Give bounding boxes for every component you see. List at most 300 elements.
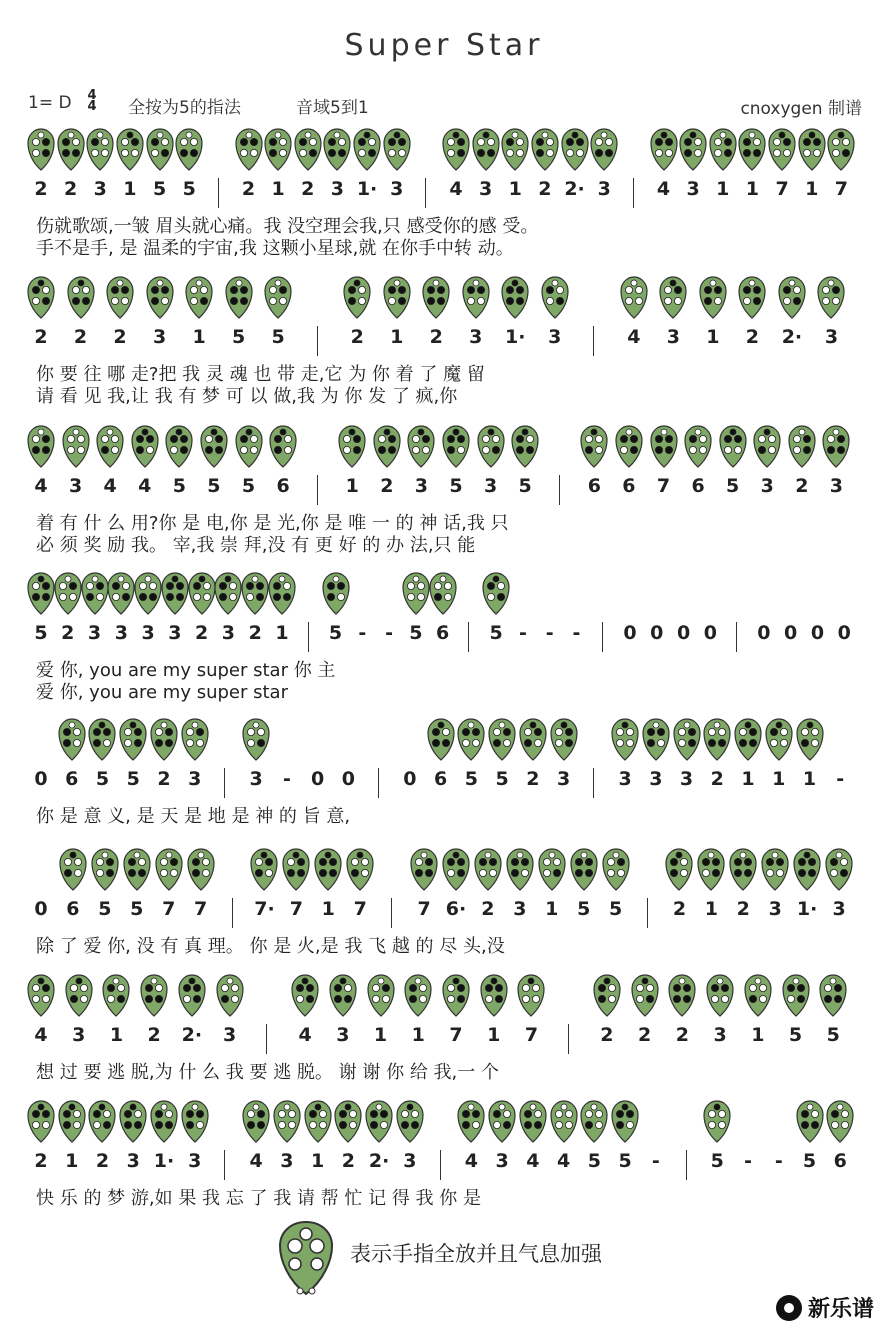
note: 1 — [192, 326, 206, 348]
ocarina-fingering-icon — [250, 848, 278, 892]
ocarina-fingering-icon — [134, 572, 162, 616]
ocarina-fingering-icon — [729, 848, 757, 892]
note: 3 — [188, 1150, 202, 1172]
note: 7 — [353, 898, 367, 920]
ocarina-fingering-icon — [407, 425, 435, 469]
ocarina-fingering-icon — [178, 974, 206, 1018]
note: 2 — [600, 1024, 614, 1046]
bar-line — [593, 768, 594, 798]
bar-line — [440, 1150, 441, 1180]
note: 2 — [526, 768, 540, 790]
bar-line — [633, 178, 634, 208]
ocarina-fingering-icon — [602, 848, 630, 892]
note: - — [358, 622, 367, 644]
note: 5 — [464, 768, 478, 790]
note: 3 — [168, 622, 182, 644]
ocarina-fingering-icon — [761, 848, 789, 892]
bar-line — [224, 768, 225, 798]
score-row — [0, 425, 888, 555]
ocarina-fingering-icon — [531, 128, 559, 172]
note: 0 — [784, 622, 798, 644]
ocarina-fingering-icon — [181, 718, 209, 762]
time-signature — [85, 90, 99, 112]
note: 1 — [65, 1150, 79, 1172]
ocarina-fingering-icon — [615, 425, 643, 469]
legend-ocarina-icon — [278, 1220, 334, 1296]
ocarina-fingering-icon — [550, 718, 578, 762]
lyric-line-1: 爱 你, you are my super star 你 主 — [36, 660, 336, 681]
note: 2 — [380, 475, 394, 497]
note: 3 — [221, 622, 236, 644]
note: 0 — [34, 768, 48, 790]
note: 6 — [66, 898, 80, 920]
ocarina-fingering-icon — [477, 425, 505, 469]
ocarina-fingering-icon — [706, 974, 734, 1018]
note: 1 — [123, 178, 137, 200]
ocarina-fingering-icon — [150, 1100, 178, 1144]
note: 7 — [289, 898, 303, 920]
ocarina-fingering-icon — [511, 425, 539, 469]
bar-line — [317, 475, 318, 505]
note: 3 — [768, 898, 782, 920]
bar-line — [317, 326, 318, 356]
note: 2 — [675, 1024, 689, 1046]
note: 7 — [193, 898, 208, 920]
ocarina-fingering-icon — [822, 425, 850, 469]
bar-line — [647, 898, 648, 928]
note: 2 — [710, 768, 724, 790]
note: 4 — [34, 1024, 48, 1046]
note: 6· — [445, 898, 467, 920]
note: 3 — [336, 1024, 350, 1046]
note: 2 — [672, 898, 687, 920]
note: 4 — [103, 475, 117, 497]
note: 5 — [328, 622, 343, 644]
note: 1 — [751, 1024, 765, 1046]
legend-text: 表示手指全放并且气息加强 — [350, 1242, 602, 1266]
note: 2 — [301, 178, 315, 200]
note: 5 — [98, 898, 112, 920]
ocarina-fingering-icon — [57, 128, 85, 172]
note: 0 — [341, 768, 356, 790]
ocarina-fingering-icon — [611, 1100, 639, 1144]
ocarina-fingering-icon — [442, 974, 470, 1018]
note: 5 — [495, 768, 509, 790]
ocarina-fingering-icon — [65, 974, 93, 1018]
note: 3 — [548, 326, 562, 348]
note: 7 — [775, 178, 789, 200]
bar-line — [593, 326, 594, 356]
ocarina-fingering-icon — [402, 572, 430, 616]
ocarina-fingering-icon — [146, 128, 174, 172]
note: 3 — [679, 768, 694, 790]
ocarina-fingering-icon — [719, 425, 747, 469]
note: 0 — [676, 622, 691, 644]
ocarina-fingering-icon — [825, 848, 853, 892]
ocarina-fingering-icon — [506, 848, 534, 892]
ocarina-fingering-icon — [782, 974, 810, 1018]
note: 0 — [623, 622, 637, 644]
note: 3 — [68, 475, 83, 497]
lyric-line-1: 伤就歌颂,一皱 眉头就心痛。我 没空理会我,只 感受你的感 受。 — [36, 216, 539, 237]
note: 5 — [449, 475, 463, 497]
note: 3 — [829, 475, 844, 497]
ocarina-fingering-icon — [570, 848, 598, 892]
ocarina-fingering-icon — [422, 276, 450, 320]
ocarina-fingering-icon — [684, 425, 712, 469]
note: - — [774, 1150, 783, 1172]
ocarina-fingering-icon — [291, 974, 319, 1018]
note: 3 — [618, 768, 632, 790]
note: 2· — [368, 1150, 390, 1172]
score-row — [0, 572, 888, 702]
ocarina-fingering-icon — [768, 128, 796, 172]
ocarina-fingering-icon — [383, 128, 411, 172]
ocarina-fingering-icon — [561, 128, 589, 172]
note: 3 — [126, 1150, 140, 1172]
note: 6 — [833, 1150, 847, 1172]
note: 3 — [686, 178, 700, 200]
ocarina-fingering-icon — [668, 974, 696, 1018]
note: 3 — [479, 178, 493, 200]
note: 4 — [298, 1024, 312, 1046]
note: - — [744, 1150, 752, 1172]
score-row — [0, 128, 888, 258]
note: 1 — [345, 475, 359, 497]
note: 3 — [556, 768, 571, 790]
note: 3 — [713, 1024, 727, 1046]
ocarina-fingering-icon — [235, 425, 263, 469]
ocarina-fingering-icon — [665, 848, 693, 892]
lyric-line-2: 必 须 奖 励 我。 宰,我 崇 拜,没 有 更 好 的 办 法,只 能 — [36, 535, 476, 556]
ocarina-fingering-icon — [744, 974, 772, 1018]
note: 0 — [757, 622, 771, 644]
ocarina-fingering-icon — [373, 425, 401, 469]
ocarina-fingering-icon — [517, 974, 545, 1018]
ocarina-fingering-icon — [155, 848, 183, 892]
ocarina-fingering-icon — [185, 276, 213, 320]
ocarina-fingering-icon — [519, 1100, 547, 1144]
bar-line — [568, 1024, 569, 1054]
ocarina-fingering-icon — [187, 848, 215, 892]
note: 3 — [114, 622, 128, 644]
ocarina-fingering-icon — [165, 425, 193, 469]
ocarina-fingering-icon — [738, 128, 766, 172]
ocarina-fingering-icon — [488, 718, 516, 762]
note: 3 — [824, 326, 839, 348]
ocarina-fingering-icon — [620, 276, 648, 320]
ocarina-fingering-icon — [826, 1100, 854, 1144]
ocarina-fingering-icon — [631, 974, 659, 1018]
ocarina-fingering-icon — [396, 1100, 424, 1144]
note: - — [385, 622, 393, 644]
ocarina-fingering-icon — [329, 974, 357, 1018]
ocarina-fingering-icon — [482, 572, 510, 616]
note: 1 — [805, 178, 819, 200]
ocarina-fingering-icon — [650, 128, 678, 172]
note: 5 — [95, 768, 110, 790]
note: 4 — [34, 475, 48, 497]
ocarina-fingering-icon — [27, 974, 55, 1018]
note: 2· — [181, 1024, 203, 1046]
note: 4 — [449, 178, 463, 200]
ocarina-fingering-icon — [58, 1100, 86, 1144]
note: 1 — [716, 178, 730, 200]
note: 2 — [745, 326, 760, 348]
ocarina-fingering-icon — [788, 425, 816, 469]
ocarina-fingering-icon — [216, 974, 244, 1018]
ocarina-fingering-icon — [365, 1100, 393, 1144]
note: 2 — [73, 326, 88, 348]
ocarina-fingering-icon — [472, 128, 500, 172]
ocarina-fingering-icon — [709, 128, 737, 172]
note: 1 — [545, 898, 559, 920]
song-title: Super Star — [344, 28, 544, 63]
ocarina-fingering-icon — [27, 425, 55, 469]
note: 3 — [141, 622, 155, 644]
note: 3 — [188, 768, 202, 790]
note: 2 — [481, 898, 495, 920]
note: 1 — [745, 178, 760, 200]
note: 4 — [138, 475, 152, 497]
ocarina-fingering-icon — [119, 718, 147, 762]
ocarina-fingering-icon — [242, 1100, 270, 1144]
ocarina-fingering-icon — [225, 276, 253, 320]
note: 3 — [597, 178, 611, 200]
ocarina-fingering-icon — [175, 128, 203, 172]
bar-line — [736, 622, 737, 652]
bar-line — [224, 1150, 225, 1180]
ocarina-fingering-icon — [67, 276, 95, 320]
note: 1 — [706, 326, 720, 348]
ocarina-fingering-icon — [322, 572, 350, 616]
note: 5 — [726, 475, 740, 497]
ocarina-fingering-icon — [235, 128, 263, 172]
note: 2 — [795, 475, 809, 497]
ocarina-fingering-icon — [353, 128, 381, 172]
score-row — [0, 1100, 888, 1230]
time-sig-bottom: 4 — [87, 99, 97, 114]
note: 5 — [489, 622, 503, 644]
note: 5 — [207, 475, 221, 497]
ocarina-fingering-icon — [323, 128, 351, 172]
note: 5 — [271, 326, 285, 348]
note: 3 — [469, 326, 483, 348]
ocarina-fingering-icon — [819, 974, 847, 1018]
note: 4 — [656, 178, 671, 200]
note: 3 — [403, 1150, 417, 1172]
key-signature: 1= D — [28, 93, 72, 113]
note: 7 — [524, 1024, 539, 1046]
note: 1 — [704, 898, 718, 920]
note: 7 — [417, 898, 431, 920]
note: 3 — [390, 178, 404, 200]
note: 5 — [577, 898, 591, 920]
note: 6 — [691, 475, 705, 497]
note: 7 — [162, 898, 176, 920]
lyric-line-1: 快 乐 的 梦 游,如 果 我 忘 了 我 请 帮 忙 记 得 我 你 是 — [36, 1188, 481, 1209]
ocarina-fingering-icon — [140, 974, 168, 1018]
note: 3 — [72, 1024, 86, 1046]
note: 5 — [826, 1024, 840, 1046]
note: 1 — [772, 768, 786, 790]
ocarina-fingering-icon — [488, 1100, 516, 1144]
lyric-line-1: 你 是 意 义, 是 天 是 地 是 神 的 旨 意, — [36, 806, 351, 827]
note: 2 — [736, 898, 750, 920]
note: 5 — [618, 1150, 632, 1172]
note: 1· — [153, 1150, 175, 1172]
ocarina-fingering-icon — [58, 718, 86, 762]
note: 3 — [513, 898, 527, 920]
ocarina-fingering-icon — [294, 128, 322, 172]
lyric-line-2: 爱 你, you are my super star — [36, 682, 288, 703]
note: 3 — [414, 475, 429, 497]
ocarina-fingering-icon — [538, 848, 566, 892]
author-credit: cnoxygen 制谱 — [740, 99, 862, 119]
note: 1 — [373, 1024, 388, 1046]
note: 4 — [526, 1150, 540, 1172]
ocarina-fingering-icon — [116, 128, 144, 172]
note: 3 — [483, 475, 498, 497]
bar-line — [308, 622, 309, 652]
ocarina-fingering-icon — [131, 425, 159, 469]
ocarina-fingering-icon — [264, 276, 292, 320]
ocarina-fingering-icon — [442, 425, 470, 469]
lyric-line-1: 想 过 要 逃 脱,为 什 么 我 要 逃 脱。 谢 谢 你 给 我,一 个 — [36, 1062, 499, 1083]
note: 1 — [311, 1150, 325, 1172]
bar-line — [378, 768, 379, 798]
note: 5 — [130, 898, 144, 920]
brand-logo-icon — [776, 1295, 802, 1321]
ocarina-fingering-icon — [611, 718, 639, 762]
ocarina-fingering-icon — [268, 572, 296, 616]
note: 2 — [157, 768, 171, 790]
note: 2 — [350, 326, 364, 348]
note: 5 — [710, 1150, 724, 1172]
ocarina-fingering-icon — [88, 718, 116, 762]
ocarina-fingering-icon — [346, 848, 374, 892]
note: 5 — [587, 1150, 601, 1172]
note: 2 — [95, 1150, 110, 1172]
lyric-line-1: 除 了 爱 你, 没 有 真 理。 你 是 火,是 我 飞 越 的 尽 头,没 — [36, 936, 505, 957]
note: 0 — [837, 622, 851, 644]
ocarina-fingering-icon — [81, 572, 109, 616]
ocarina-fingering-icon — [765, 718, 793, 762]
note: 2 — [64, 178, 78, 200]
note: 5 — [241, 475, 256, 497]
ocarina-fingering-icon — [427, 718, 455, 762]
score-row — [0, 276, 888, 406]
ocarina-fingering-icon — [673, 718, 701, 762]
ocarina-fingering-icon — [282, 848, 310, 892]
note: 2· — [781, 326, 803, 348]
range-note: 音域5到1 — [296, 98, 369, 118]
note: 1 — [271, 178, 285, 200]
ocarina-fingering-icon — [817, 276, 845, 320]
lyric-line-1: 你 要 往 哪 走?把 我 灵 魂 也 带 走,它 为 你 着 了 魔 留 — [36, 364, 485, 385]
ocarina-fingering-icon — [699, 276, 727, 320]
ocarina-fingering-icon — [404, 974, 432, 1018]
bar-line — [468, 622, 469, 652]
note: 3 — [87, 622, 102, 644]
note: 5 — [182, 178, 196, 200]
note: 4 — [249, 1150, 263, 1172]
lyric-line-2: 请 看 见 我,让 我 有 梦 可 以 做,我 为 你 发 了 疯,你 — [36, 386, 458, 407]
bar-line — [218, 178, 219, 208]
ocarina-fingering-icon — [161, 572, 189, 616]
note: 1 — [487, 1024, 501, 1046]
note: 2 — [34, 1150, 48, 1172]
note: 5 — [34, 622, 48, 644]
note: 6 — [622, 475, 636, 497]
note: 4 — [464, 1150, 478, 1172]
note: 6 — [435, 622, 450, 644]
ocarina-fingering-icon — [827, 128, 855, 172]
note: 0 — [810, 622, 825, 644]
note: 3 — [223, 1024, 237, 1046]
note: 3 — [249, 768, 263, 790]
ocarina-fingering-icon — [146, 276, 174, 320]
note: 1 — [508, 178, 522, 200]
ocarina-fingering-icon — [550, 1100, 578, 1144]
note: 5 — [518, 475, 532, 497]
ocarina-fingering-icon — [474, 848, 502, 892]
note: - — [651, 1150, 660, 1172]
time-sig-top: 4 — [87, 88, 97, 103]
note: - — [836, 768, 845, 790]
bar-line — [602, 622, 603, 652]
note: 3 — [495, 1150, 509, 1172]
ocarina-fingering-icon — [796, 1100, 824, 1144]
ocarina-fingering-icon — [457, 718, 485, 762]
ocarina-fingering-icon — [457, 1100, 485, 1144]
ocarina-fingering-icon — [96, 425, 124, 469]
note: 2 — [241, 178, 256, 200]
ocarina-fingering-icon — [269, 425, 297, 469]
ocarina-fingering-icon — [798, 128, 826, 172]
note: 5 — [231, 326, 246, 348]
note: 2 — [341, 1150, 356, 1172]
note: 1 — [109, 1024, 124, 1046]
note: - — [282, 768, 291, 790]
ocarina-fingering-icon — [501, 128, 529, 172]
ocarina-fingering-icon — [442, 848, 470, 892]
ocarina-fingering-icon — [679, 128, 707, 172]
note: 4 — [556, 1150, 571, 1172]
note: 7· — [254, 898, 275, 920]
note: 5 — [126, 768, 140, 790]
note: - — [545, 622, 554, 644]
note: 7 — [449, 1024, 463, 1046]
ocarina-fingering-icon — [410, 848, 438, 892]
ocarina-fingering-icon — [27, 572, 55, 616]
note: 2 — [113, 326, 127, 348]
ocarina-fingering-icon — [264, 128, 292, 172]
ocarina-fingering-icon — [338, 425, 366, 469]
note: 3 — [330, 178, 345, 200]
ocarina-fingering-icon — [793, 848, 821, 892]
note: 2 — [195, 622, 209, 644]
ocarina-fingering-icon — [541, 276, 569, 320]
note: 2 — [147, 1024, 161, 1046]
note: 5 — [409, 622, 423, 644]
ocarina-fingering-icon — [304, 1100, 332, 1144]
note: 2 — [538, 178, 552, 200]
ocarina-fingering-icon — [88, 1100, 116, 1144]
note: 6 — [65, 768, 79, 790]
ocarina-fingering-icon — [343, 276, 371, 320]
note: 0 — [650, 622, 664, 644]
